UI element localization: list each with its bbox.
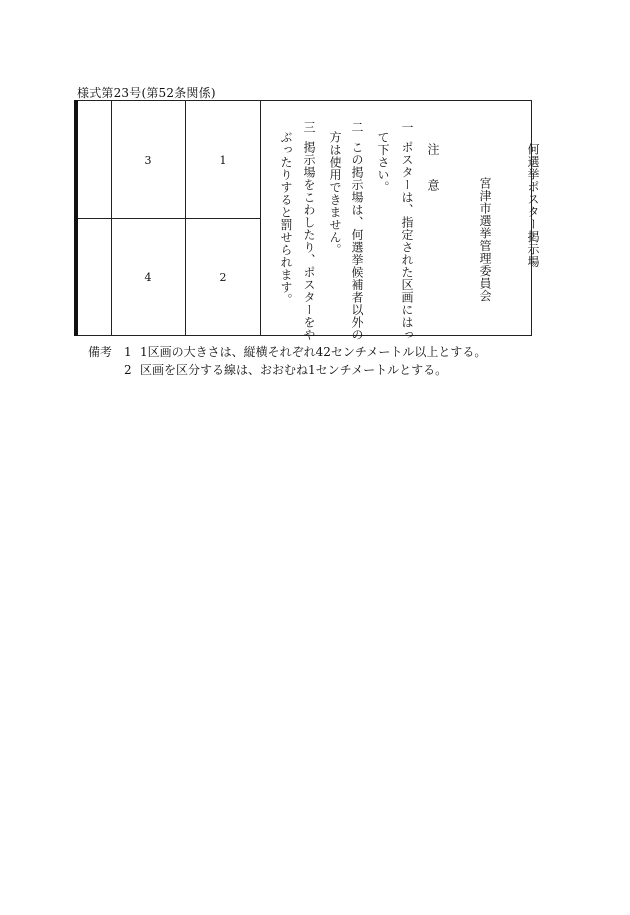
item-3-line-1: 掲示場をこわしたり、ポスターをや <box>302 141 316 341</box>
issuer-name: 宮津市選挙管理委員会 <box>478 177 492 302</box>
section-number-1: 1 <box>219 154 227 167</box>
note-text: 区画を区分する線は、おおむね1センチメートルとする。 <box>140 363 448 377</box>
item-1-line-2: て下さい。 <box>376 131 390 194</box>
grid-line <box>75 218 261 219</box>
item-2-line-2: 方は使用できません。 <box>328 131 342 256</box>
item-2-number: 二 <box>350 121 364 134</box>
poster-board <box>74 100 540 341</box>
item-3-number: 三 <box>302 121 316 134</box>
item-2-line-1: この掲示場は、何選挙候補者以外の <box>350 141 364 341</box>
caution-label: 注 意 <box>426 143 440 201</box>
item-3-line-2: ぶったりすると罰せられます。 <box>279 131 293 306</box>
section-number-4: 4 <box>144 271 152 284</box>
section-number-3: 3 <box>144 154 152 167</box>
section-number-2: 2 <box>219 271 227 284</box>
form-heading: 様式第23号(第52条関係) <box>77 86 216 100</box>
note-number: 1 <box>124 345 132 359</box>
note-number: 2 <box>124 363 132 377</box>
poster-title: 何選挙ポスター掲示場 <box>526 143 540 268</box>
note-text: 1区画の大きさは、縦横それぞれ42センチメートル以上とする。 <box>140 345 487 359</box>
item-1-line-1: ポスターは、指定された区画にはっ <box>400 141 414 341</box>
notes-label: 備考 <box>88 345 113 359</box>
item-1-number: 一 <box>400 121 414 134</box>
board-left-edge <box>74 100 78 336</box>
